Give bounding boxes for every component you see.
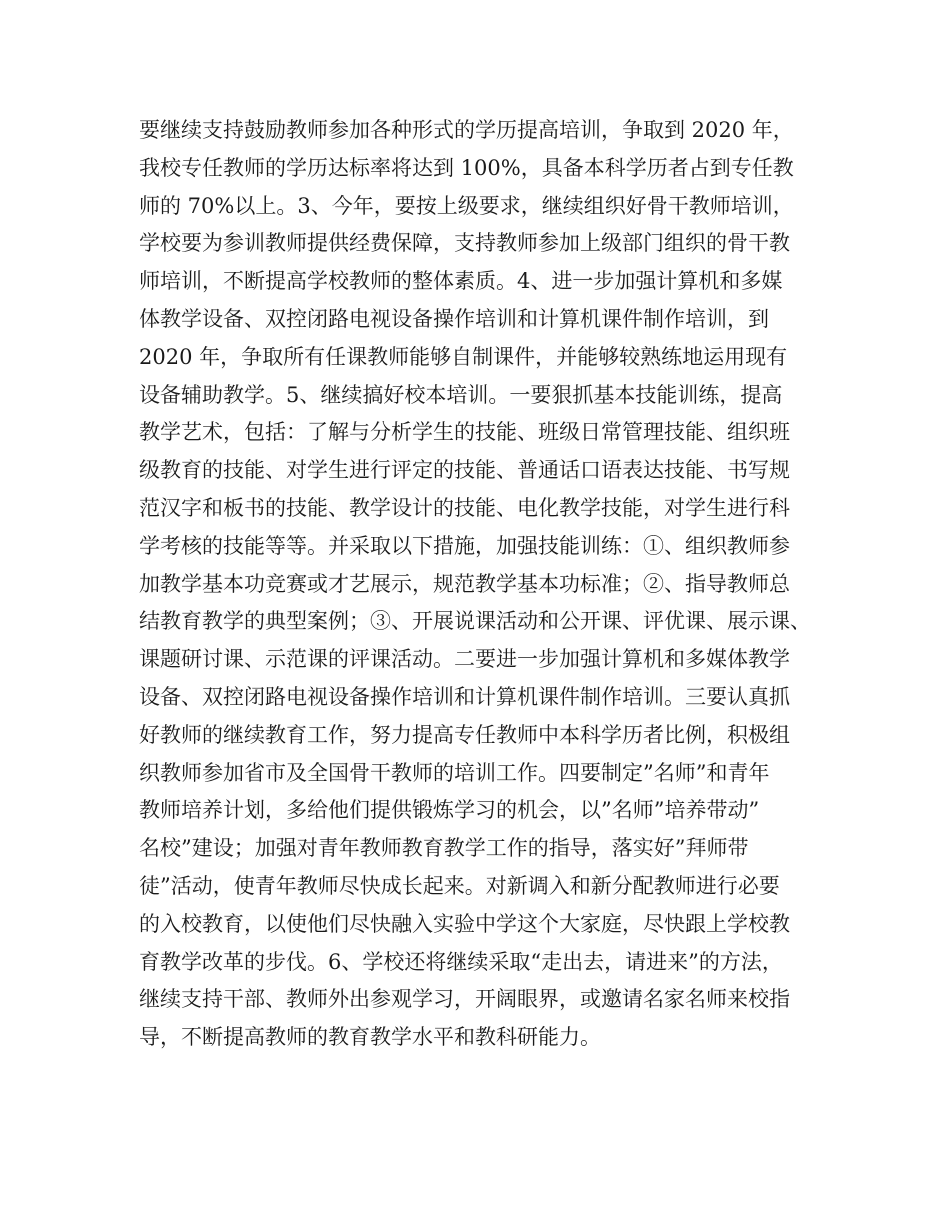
text-line: 课题研讨课、示范课的评课活动。二要进一步加强计算机和多媒体教学 xyxy=(139,647,790,672)
text-line: 教学艺术，包括：了解与分析学生的技能、班级日常管理技能、组织班 xyxy=(139,420,790,445)
text-line: 名校”建设；加强对青年教师教育教学工作的指导，落实好”拜师带 xyxy=(139,836,749,861)
text-line: 学校要为参训教师提供经费保障，支持教师参加上级部门组织的骨干教 xyxy=(139,231,790,256)
text-line: 的入校教育，以使他们尽快融入实验中学这个大家庭，尽快跟上学校教 xyxy=(139,911,790,936)
text-line: 继续支持干部、教师外出参观学习，开阔眼界，或邀请名家名师来校指 xyxy=(139,987,790,1012)
text-line: 导，不断提高教师的教育教学水平和教科研能力。 xyxy=(139,1025,601,1050)
text-line: 加教学基本功竞赛或才艺展示，规范教学基本功标准；②、指导教师总 xyxy=(139,571,790,596)
text-line: 要继续支持鼓励教师参加各种形式的学历提高培训，争取到 2020 年， xyxy=(139,118,794,142)
text-line: 织教师参加省市及全国骨干教师的培训工作。四要制定”名师”和青年 xyxy=(139,760,770,785)
text-line: 体教学设备、双控闭路电视设备操作培训和计算机课件制作培训，到 xyxy=(139,306,769,331)
text-line: 学考核的技能等等。并采取以下措施，加强技能训练：①、组织教师参 xyxy=(139,533,790,558)
body-paragraph xyxy=(139,112,839,1057)
text-line: 教师培养计划，多给他们提供锻炼学习的机会，以”名师”培养带动” xyxy=(139,798,760,823)
text-line: 设备辅助教学。5、继续搞好校本培训。一要狠抓基本技能训练，提高 xyxy=(139,382,783,407)
text-line: 师的 70%以上。3、今年，要按上级要求，继续组织好骨干教师培训， xyxy=(139,193,794,218)
text-line: 结教育教学的典型案例；③、开展说课活动和公开课、评优课、展示课、 xyxy=(139,609,811,634)
text-line: 级教育的技能、对学生进行评定的技能、普通话口语表达技能、书写规 xyxy=(139,458,790,483)
text-line: 我校专任教师的学历达标率将达到 100%，具备本科学历者占到专任教 xyxy=(139,155,794,180)
text-line: 育教学改革的步伐。6、学校还将继续采取“走出去，请进来”的方法， xyxy=(139,949,783,974)
text-line: 范汉字和板书的技能、教学设计的技能、电化教学技能，对学生进行科 xyxy=(139,495,790,520)
text-line: 徒”活动，使青年教师尽快成长起来。对新调入和新分配教师进行必要 xyxy=(139,873,780,898)
text-line: 2020 年，争取所有任课教师能够自制课件，并能够较熟练地运用现有 xyxy=(139,344,788,369)
text-line: 好教师的继续教育工作，努力提高专任教师中本科学历者比例，积极组 xyxy=(139,722,790,747)
text-line: 师培训，不断提高学校教师的整体素质。4、进一步加强计算机和多媒 xyxy=(139,269,783,294)
text-line: 设备、双控闭路电视设备操作培训和计算机课件制作培训。三要认真抓 xyxy=(139,684,790,709)
